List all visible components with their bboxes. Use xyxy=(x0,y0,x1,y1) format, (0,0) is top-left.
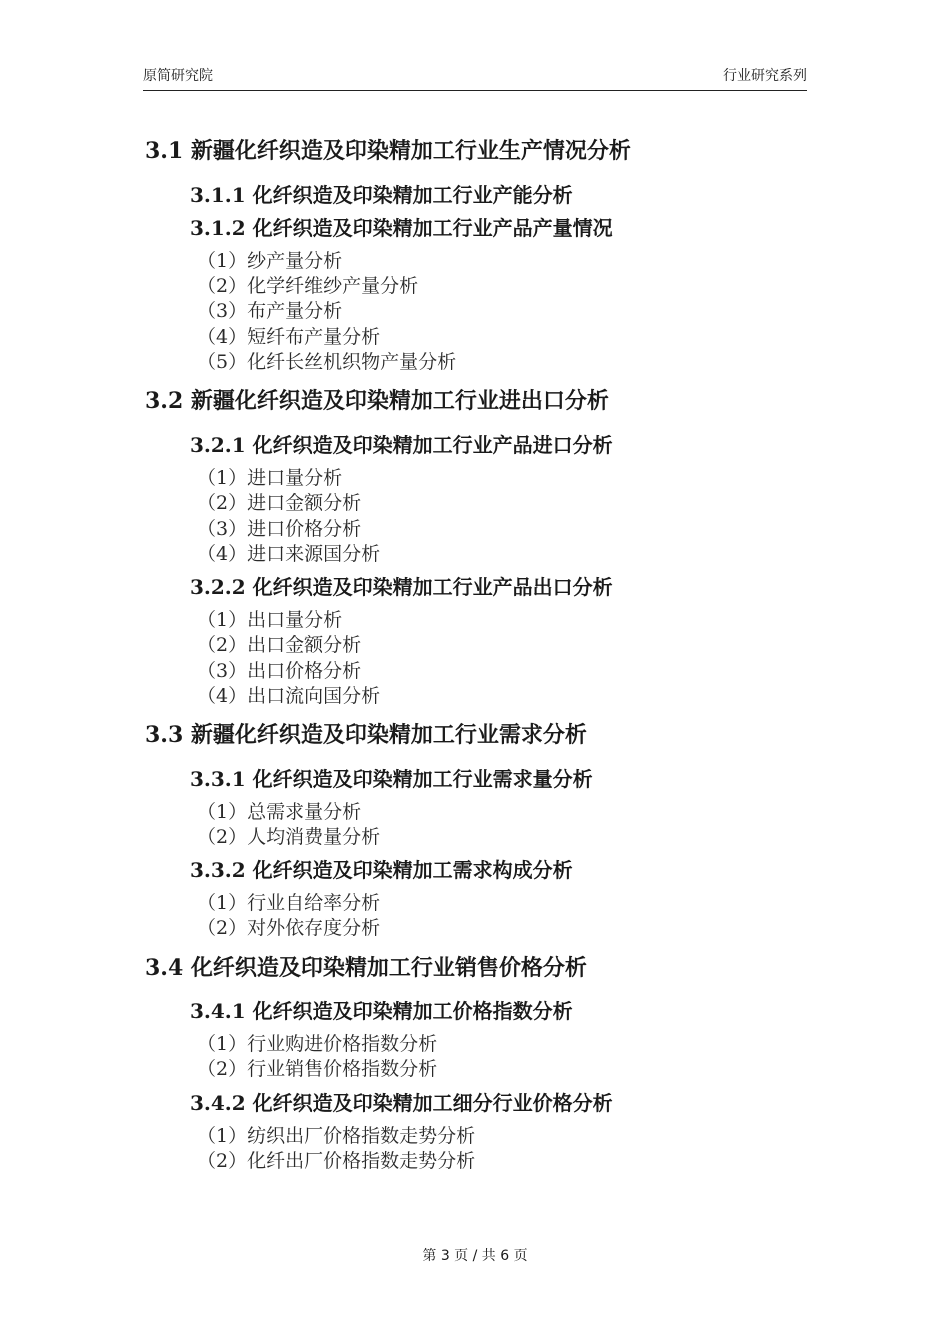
toc-item[interactable]: （1）行业自给率分析 xyxy=(197,892,381,914)
toc-item[interactable]: （1）进口量分析 xyxy=(197,467,343,489)
toc-section-3-1[interactable]: 3.1 新疆化纤织造及印染精加工行业生产情况分析 xyxy=(145,138,631,164)
toc-item[interactable]: （4）进口来源国分析 xyxy=(197,543,381,565)
toc-item[interactable]: （1）总需求量分析 xyxy=(197,801,362,823)
header-publisher: 原简研究院 xyxy=(143,68,213,84)
toc-subsection-3-2-1[interactable]: 3.2.1 化纤织造及印染精加工行业产品进口分析 xyxy=(190,433,613,457)
toc-subsection-3-1-1[interactable]: 3.1.1 化纤织造及印染精加工行业产能分析 xyxy=(190,183,573,207)
toc-section-3-4[interactable]: 3.4 化纤织造及印染精加工行业销售价格分析 xyxy=(145,955,587,981)
toc-subsection-3-2-2[interactable]: 3.2.2 化纤织造及印染精加工行业产品出口分析 xyxy=(190,575,613,599)
toc-item[interactable]: （2）进口金额分析 xyxy=(197,492,362,514)
toc-section-3-3[interactable]: 3.3 新疆化纤织造及印染精加工行业需求分析 xyxy=(145,722,587,748)
toc-subsection-3-3-2[interactable]: 3.3.2 化纤织造及印染精加工需求构成分析 xyxy=(190,858,573,882)
toc-item[interactable]: （2）化学纤维纱产量分析 xyxy=(197,275,419,297)
toc-item[interactable]: （2）对外依存度分析 xyxy=(197,917,381,939)
toc-item[interactable]: （5）化纤长丝机织物产量分析 xyxy=(197,351,457,373)
toc-item[interactable]: （1）纱产量分析 xyxy=(197,250,343,272)
toc-item[interactable]: （4）出口流向国分析 xyxy=(197,685,381,707)
toc-subsection-3-1-2[interactable]: 3.1.2 化纤织造及印染精加工行业产品产量情况 xyxy=(190,216,613,240)
toc-item[interactable]: （4）短纤布产量分析 xyxy=(197,326,381,348)
toc-item[interactable]: （2）人均消费量分析 xyxy=(197,826,381,848)
toc-item[interactable]: （2）行业销售价格指数分析 xyxy=(197,1058,438,1080)
toc-item[interactable]: （1）行业购进价格指数分析 xyxy=(197,1033,438,1055)
toc-subsection-3-3-1[interactable]: 3.3.1 化纤织造及印染精加工行业需求量分析 xyxy=(190,767,593,791)
toc-item[interactable]: （1）出口量分析 xyxy=(197,609,343,631)
toc-subsection-3-4-1[interactable]: 3.4.1 化纤织造及印染精加工价格指数分析 xyxy=(190,999,573,1023)
header-series: 行业研究系列 xyxy=(723,68,807,84)
toc-item[interactable]: （2）化纤出厂价格指数走势分析 xyxy=(197,1150,476,1172)
toc-item[interactable]: （3）出口价格分析 xyxy=(197,660,362,682)
toc-item[interactable]: （3）进口价格分析 xyxy=(197,518,362,540)
toc-item[interactable]: （1）纺织出厂价格指数走势分析 xyxy=(197,1125,476,1147)
toc-item[interactable]: （2）出口金额分析 xyxy=(197,634,362,656)
toc-section-3-2[interactable]: 3.2 新疆化纤织造及印染精加工行业进出口分析 xyxy=(145,388,609,414)
toc-subsection-3-4-2[interactable]: 3.4.2 化纤织造及印染精加工细分行业价格分析 xyxy=(190,1091,613,1115)
page-number: 第 3 页 / 共 6 页 xyxy=(422,1248,528,1264)
toc-item[interactable]: （3）布产量分析 xyxy=(197,300,343,322)
